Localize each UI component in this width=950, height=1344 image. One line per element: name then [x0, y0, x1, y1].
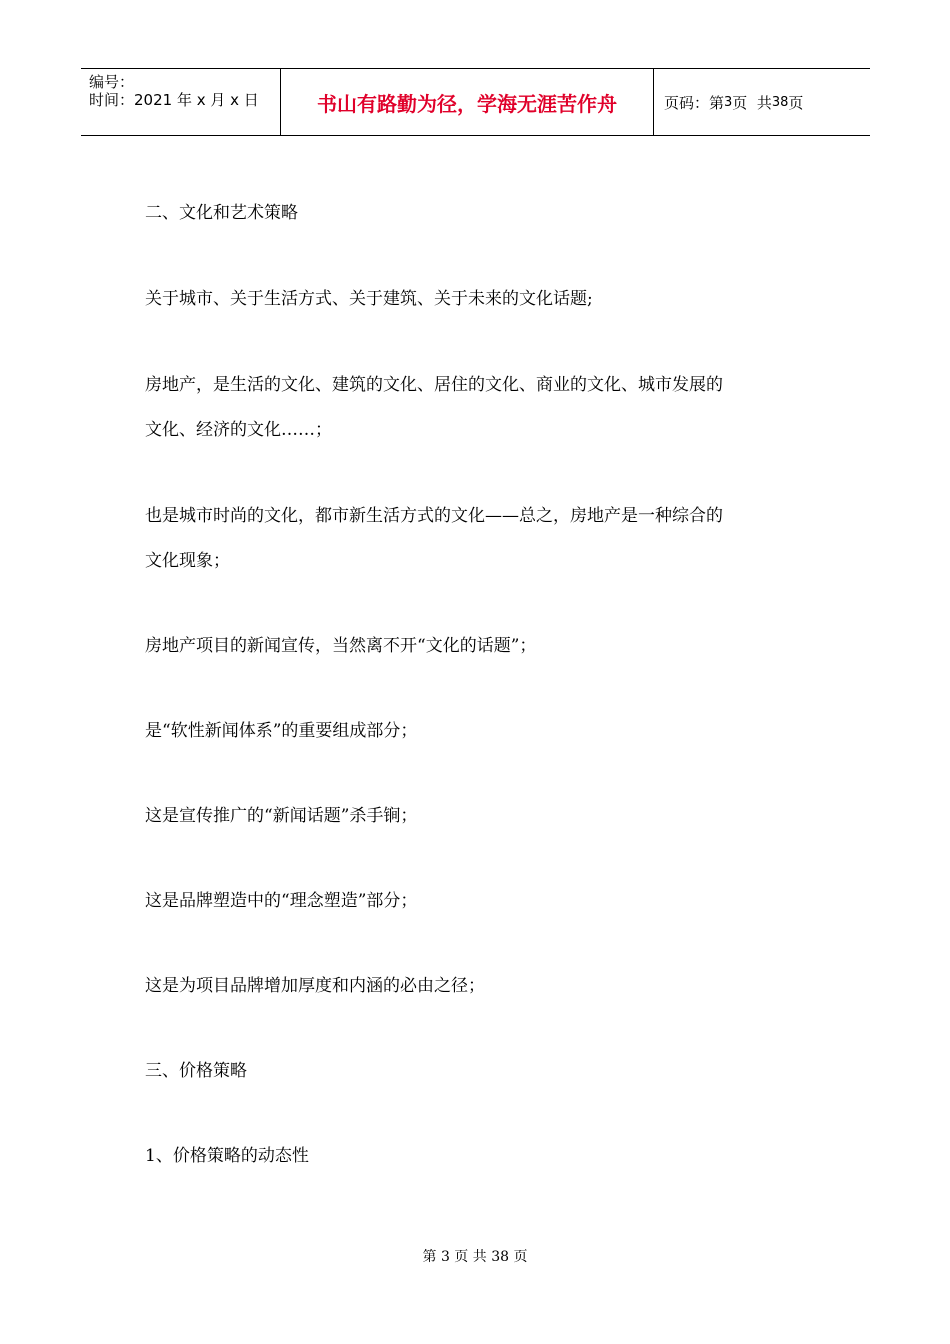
paragraph-brand-concept: 这是品牌塑造中的“理念塑造”部分；: [145, 891, 418, 911]
paragraph-urban-fashion-line1: 也是城市时尚的文化，都市新生活方式的文化——总之，房地产是一种综合的: [145, 506, 723, 526]
paragraph-news-publicity: 房地产项目的新闻宣传，当然离不开“文化的话题”；: [145, 636, 537, 656]
paragraph-killer-topic: 这是宣传推广的“新闻话题”杀手锏；: [145, 806, 418, 826]
page-total: 38: [771, 94, 789, 110]
header-page-info: [654, 69, 870, 135]
paragraph-culture-topics: 关于城市、关于生活方式、关于建筑、关于未来的文化话题;: [145, 289, 593, 309]
header-meta-cell: [81, 69, 281, 135]
paragraph-urban-fashion-line2: 文化现象；: [145, 551, 230, 571]
paragraph-real-estate-culture-line1: 房地产，是生活的文化、建筑的文化、居住的文化、商业的文化、城市发展的: [145, 375, 723, 395]
subheading-price-dynamics: 1、价格策略的动态性: [145, 1146, 309, 1166]
page-footer: 第 3 页 共 38 页: [422, 1249, 528, 1265]
page-label-mid: 页 共: [732, 93, 772, 112]
document-header: [81, 68, 870, 136]
section-heading-culture: 二、文化和艺术策略: [145, 203, 298, 223]
paragraph-brand-depth: 这是为项目品牌增加厚度和内涵的必由之径；: [145, 976, 485, 996]
paragraph-real-estate-culture-line2: 文化、经济的文化……；: [145, 420, 332, 440]
page-label-suffix: 页: [788, 93, 804, 112]
time-label: 时间：2021 年 x 月 x 日: [89, 91, 259, 109]
section-heading-price: 三、价格策略: [145, 1061, 247, 1081]
paragraph-soft-news: 是“软性新闻体系”的重要组成部分；: [145, 721, 418, 741]
page-current: 3: [724, 94, 733, 110]
page-label-prefix: 页码：第: [664, 93, 725, 112]
number-label: 编号：: [89, 73, 135, 91]
header-motto: 书山有路勤为径，学海无涯苦作舟: [281, 69, 654, 135]
